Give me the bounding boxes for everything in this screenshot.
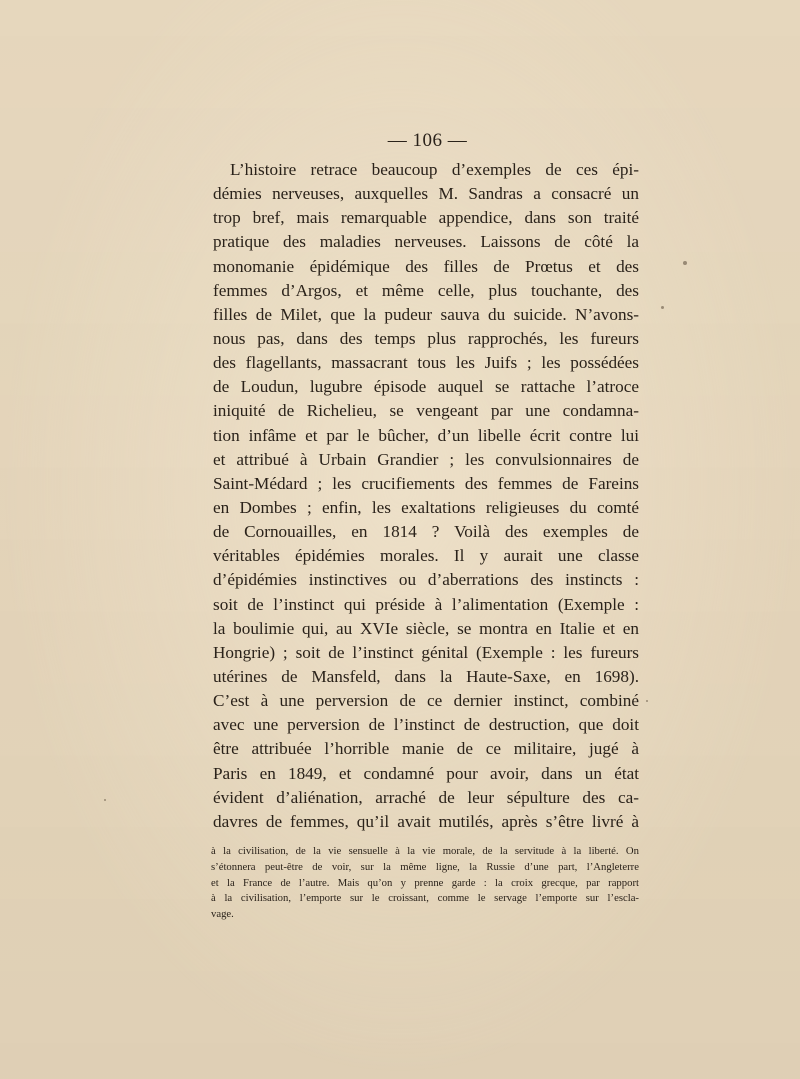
- text-line: filles de Milet, que la pudeur sauva du suicide. N’avons-: [213, 304, 639, 324]
- text-line: de Loudun, lugubre épisode auquel se rattache l’atroce: [213, 377, 639, 397]
- text-line: utérines de Mansfeld, dans la Haute-Saxe, en 1698).: [213, 666, 639, 686]
- footnote-line: vage.: [211, 908, 234, 921]
- text-line: démies nerveuses, auxquelles M. Sandras a consacré un: [213, 184, 639, 204]
- text-line: pratique des maladies nerveuses. Laissons de côté la: [213, 232, 639, 252]
- text-line: tion infâme et par le bûcher, d’un libelle écrit contre lui: [213, 425, 639, 445]
- text-line: et attribué à Urbain Grandier ; les convulsionnaires de: [213, 449, 639, 469]
- text-line: évident d’aliénation, arraché de leur sépulture des ca-: [213, 787, 639, 807]
- text-line: nous pas, dans des temps plus rapprochés, les fureurs: [213, 328, 639, 348]
- text-line: véritables épidémies morales. Il y aurait une classe: [213, 546, 639, 566]
- text-line: la boulimie qui, au XVIe siècle, se montra en Italie et en: [213, 618, 639, 638]
- text-line: trop bref, mais remarquable appendice, dans son traité: [213, 208, 639, 228]
- text-line: Saint-Médard ; les crucifiements des femmes de Fareins: [213, 473, 639, 493]
- footnote-line: à la civilisation, de la vie sensuelle à la vie morale, de la servitude à la liberté. On: [211, 845, 639, 857]
- text-line: Paris en 1849, et condamné pour avoir, dans un état: [213, 763, 639, 783]
- paper-speck: [646, 700, 648, 702]
- text-line: de Cornouailles, en 1814 ? Voilà des exemples de: [213, 522, 639, 542]
- text-line: avec une perversion de l’instinct de destruction, que doit: [213, 715, 639, 735]
- text-line: C’est à une perversion de ce dernier instinct, combiné: [213, 691, 639, 711]
- text-line: des flagellants, massacrant tous les Juifs ; les possédées: [213, 353, 639, 373]
- main-text: [213, 158, 639, 834]
- text-line: en Dombes ; enfin, les exaltations religieuses du comté: [213, 497, 639, 517]
- text-line: femmes d’Argos, et même celle, plus touchante, des: [213, 280, 639, 300]
- text-line: iniquité de Richelieu, se vengeant par une condamna-: [213, 401, 639, 421]
- footnote-line: et la France de l’autre. Mais qu’on y prenne garde : la croix grecque, par rapport: [211, 876, 639, 889]
- paper-speck: [661, 306, 664, 309]
- paper-speck: [104, 799, 106, 801]
- text-line: L’histoire retrace beaucoup d’exemples de ces épi-: [230, 160, 639, 179]
- text-line: davres de femmes, qu’il avait mutilés, après s’être livré à: [213, 811, 639, 831]
- footnote-line: à la civilisation, l’emporte sur le croissant, comme le servage l’emporte sur l’escla-: [211, 892, 639, 905]
- text-line: Hongrie) ; soit de l’instinct génital (Exemple : les fureurs: [213, 642, 639, 662]
- footnote: [211, 844, 639, 923]
- paper-speck: [683, 261, 687, 265]
- page-number: — 106 —: [387, 130, 468, 151]
- text-line: soit de l’instinct qui préside à l’alimentation (Exemple :: [213, 594, 639, 614]
- text-line: monomanie épidémique des filles de Prœtus et des: [213, 256, 639, 276]
- footnote-line: s’étonnera peut-être de voir, sur la même ligne, la Russie d’une part, l’Angleterre: [211, 860, 639, 873]
- text-line: d’épidémies instinctives ou d’aberrations des instincts :: [213, 570, 639, 590]
- text-line: être attribuée l’horrible manie de ce militaire, jugé à: [213, 739, 639, 759]
